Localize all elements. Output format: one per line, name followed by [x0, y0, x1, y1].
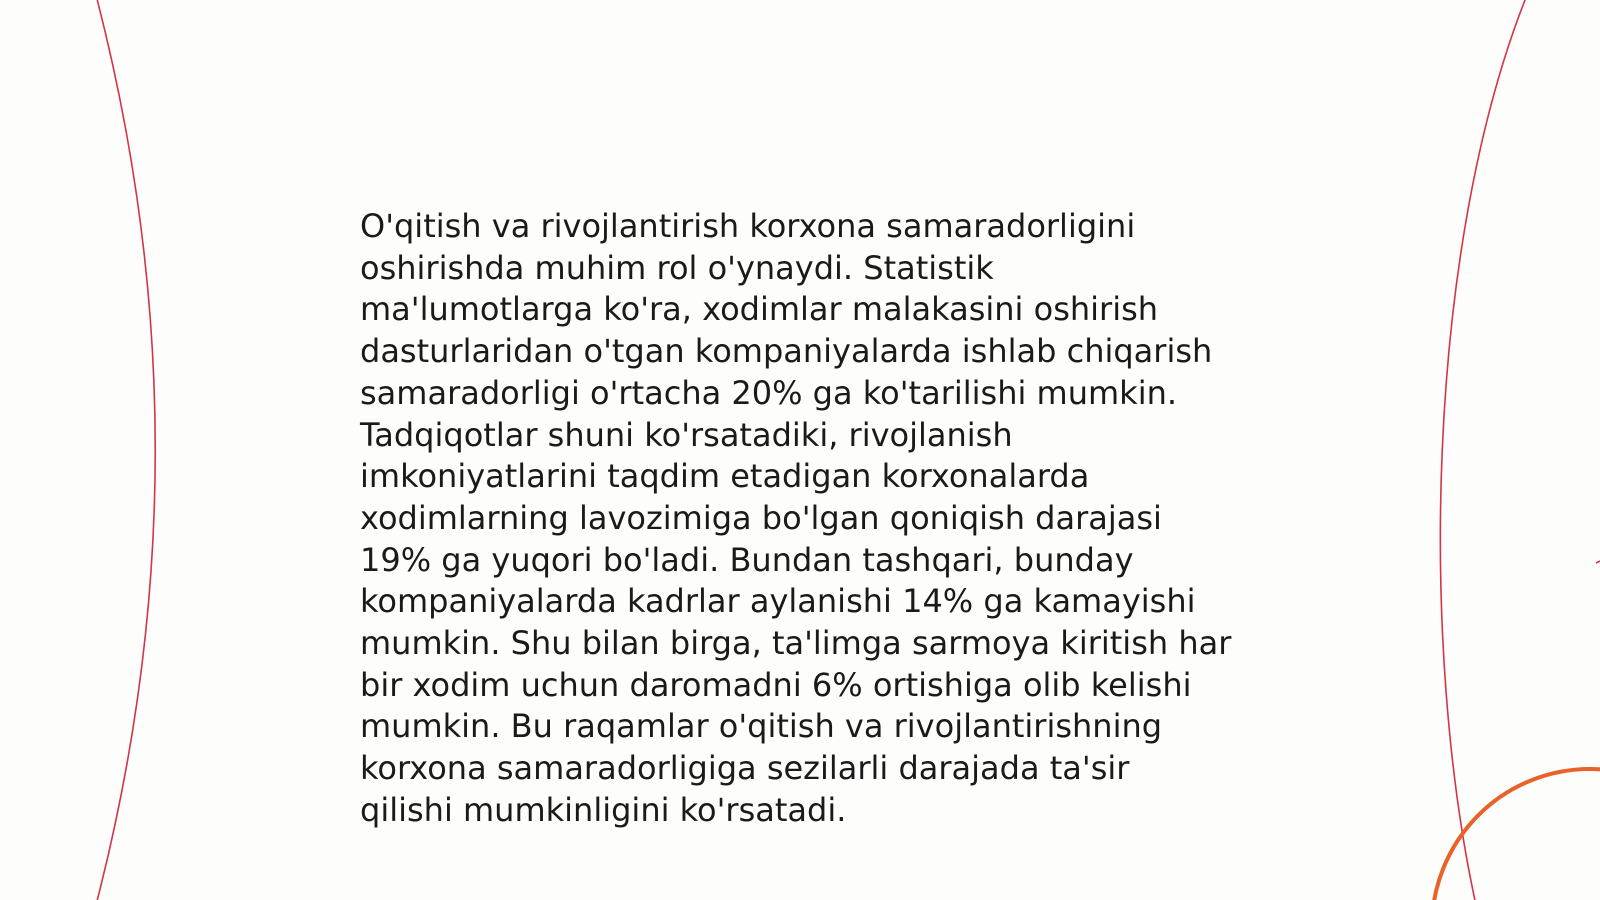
left-curve-line — [96, 0, 155, 900]
body-paragraph: O'qitish va rivojlantirish korxona samaradorligini oshirishda muhim rol o'ynaydi. Statistik ma'lumotlarga ko'ra, xodimlar malakasini oshirish dasturlaridan o'tgan kompaniyalarda ishlab chiqarish samaradorligi o'rtacha 20% ga ko'tarilishi mumkin. Tadqiqotlar shuni ko'rsatadiki, rivojlanish imkoniyatlarini taqdim etadigan korxonalarda xodimlarning lavozimiga bo'lgan qoniqish darajasi 19% ga yuqori bo'ladi. Bundan tashqari, bunday kompaniyalarda kadrlar aylanishi 14% ga kamayishi mumkin. Shu bilan birga, ta'limga sarmoya kiritish har bir xodim uchun daromadni 6% ortishiga olib kelishi mumkin. Bu raqamlar o'qitish va rivojlantirishning korxona samaradorligiga sezilarli darajada ta'sir qilishi mumkinligini ko'rsatadi. — [360, 207, 1232, 829]
small-tick-mark — [1596, 561, 1600, 563]
accent-circle-outline — [1432, 769, 1600, 900]
right-curve-line — [1440, 0, 1527, 900]
